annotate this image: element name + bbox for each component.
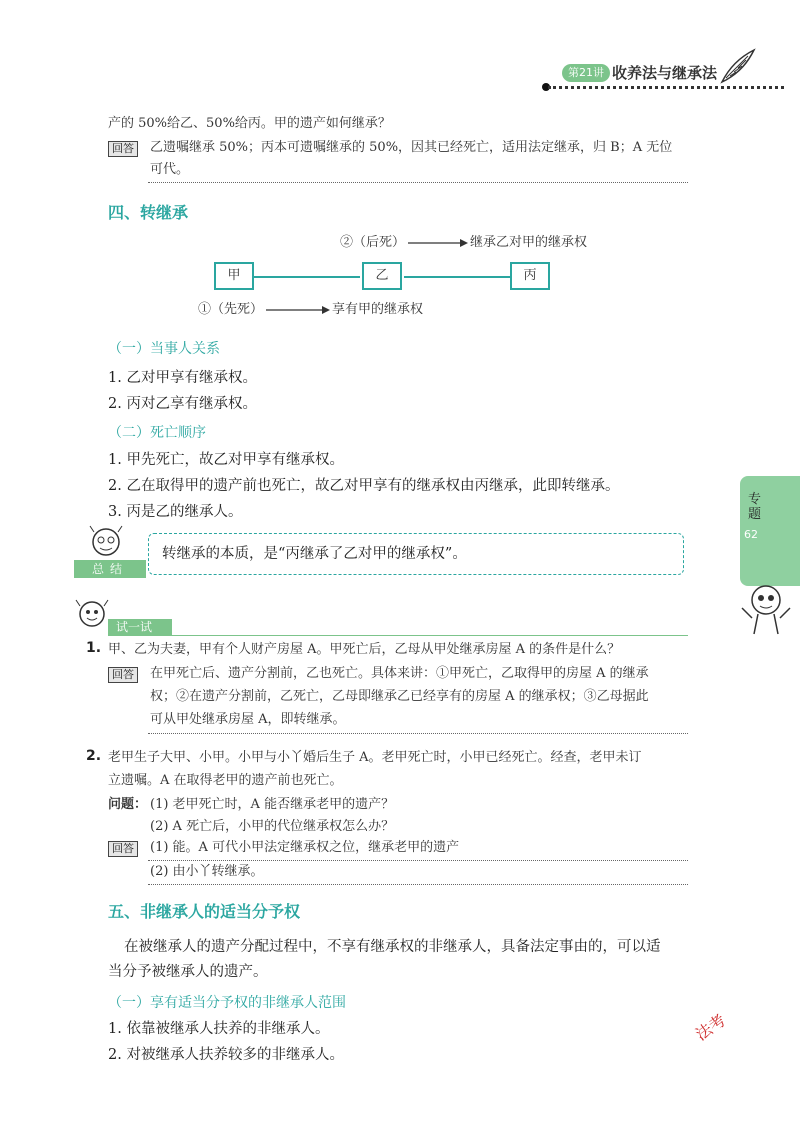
answer-rule: [148, 182, 688, 183]
side-tab-label: 专题: [748, 492, 762, 522]
diagram-top-text: 继承乙对甲的继承权: [470, 235, 588, 250]
answer-rule: [148, 733, 688, 734]
question-text: 甲、乙为夫妻，甲有个人财产房屋 A。甲死亡后，乙母从甲处继承房屋 A 的条件是什么？: [108, 642, 621, 657]
header-dotted-rule: [548, 86, 784, 89]
diagram-bottom-label: ①（先死）: [198, 302, 264, 317]
list-item: 2. 乙在取得甲的遗产前也死亡，故乙对甲享有的继承权由丙继承，此即转继承。: [108, 478, 620, 494]
arrow-icon: [406, 236, 468, 250]
section-title: 四、转继承: [108, 203, 189, 222]
answer-line: 可从甲处继承房屋 A，即转继承。: [150, 712, 346, 727]
mascot-icon: [736, 578, 796, 638]
node-jia: 甲: [214, 262, 254, 290]
answer-line: 在甲死亡后、遗产分割前，乙也死亡。具体来讲：①甲死亡，乙取得甲的房屋 A 的继承: [150, 666, 649, 681]
diagram-bottom-text: 享有甲的继承权: [332, 302, 424, 317]
subsection-title: （二）死亡顺序: [108, 425, 206, 441]
node-bing: 丙: [510, 262, 550, 290]
paragraph-line: 当分予被继承人的遗产。: [108, 964, 268, 980]
feather-icon: [718, 46, 758, 86]
chapter-title: 收养法与继承法: [612, 64, 718, 82]
summary-tag: 总结: [74, 560, 146, 578]
mascot-icon: [72, 596, 112, 636]
watermark-stamp: 法考: [692, 1010, 730, 1045]
subsection-title: （一）当事人关系: [108, 341, 220, 357]
answer-rule: [148, 884, 688, 885]
paragraph-line: 在被继承人的遗产分配过程中，不享有继承权的非继承人，具备法定事由的，可以适: [124, 939, 661, 955]
diagram-top-label: ②（后死）: [340, 235, 406, 250]
mascot-icon: [82, 524, 130, 564]
question-label: 问题：: [108, 797, 148, 812]
list-item: 2. 对被继承人扶养较多的非继承人。: [108, 1047, 344, 1063]
answer-line: (1) 能。A 可代小甲法定继承权之位，继承老甲的遗产: [150, 840, 460, 855]
subsection-title: （一）享有适当分予权的非继承人范围: [108, 995, 346, 1011]
answer-line: 乙遗嘱继承 50%；丙本可遗嘱继承的 50%，因其已经死亡，适用法定继承，归 B；A 无位: [150, 140, 673, 155]
list-item: 3. 丙是乙的继承人。: [108, 504, 243, 520]
lecture-badge: 第21讲: [562, 64, 610, 82]
node-yi: 乙: [362, 262, 402, 290]
answer-line: 权；②在遗产分割前，乙死亡，乙母即继承乙已经享有的房屋 A 的继承权；③乙母据此: [150, 689, 649, 704]
list-item: 1. 依靠被继承人扶养的非继承人。: [108, 1021, 330, 1037]
list-item: 2. 丙对乙享有继承权。: [108, 396, 257, 412]
summary-text: 转继承的本质，是“丙继承了乙对甲的继承权”。: [162, 546, 467, 562]
try-rule: [108, 635, 688, 636]
answer-badge: 回答: [108, 841, 138, 857]
answer-line: 可代。: [150, 162, 190, 177]
answer-badge: 回答: [108, 141, 138, 157]
list-item: 1. 甲先死亡，故乙对甲享有继承权。: [108, 452, 344, 468]
section-title: 五、非继承人的适当分予权: [108, 902, 301, 921]
question-tail: 产的 50%给乙、50%给丙。甲的遗产如何继承？: [108, 116, 391, 131]
side-tab-number: 62: [744, 528, 758, 541]
arrow-icon: [264, 303, 330, 317]
sub-question: (1) 老甲死亡时，A 能否继承老甲的遗产？: [150, 797, 395, 812]
question-text: 立遗嘱。A 在取得老甲的遗产前也死亡。: [108, 773, 343, 788]
question-text: 老甲生子大甲、小甲。小甲与小丫婚后生子 A。老甲死亡时，小甲已经死亡。经查，老甲未订: [108, 750, 642, 765]
list-item: 1. 乙对甲享有继承权。: [108, 370, 257, 386]
try-tag: 试一试: [108, 619, 172, 635]
answer-badge: 回答: [108, 667, 138, 683]
answer-line: (2) 由小丫转继承。: [150, 864, 264, 879]
question-number: 2.: [86, 748, 102, 764]
question-number: 1.: [86, 640, 102, 656]
sub-question: (2) A 死亡后，小甲的代位继承权怎么办？: [150, 819, 395, 834]
